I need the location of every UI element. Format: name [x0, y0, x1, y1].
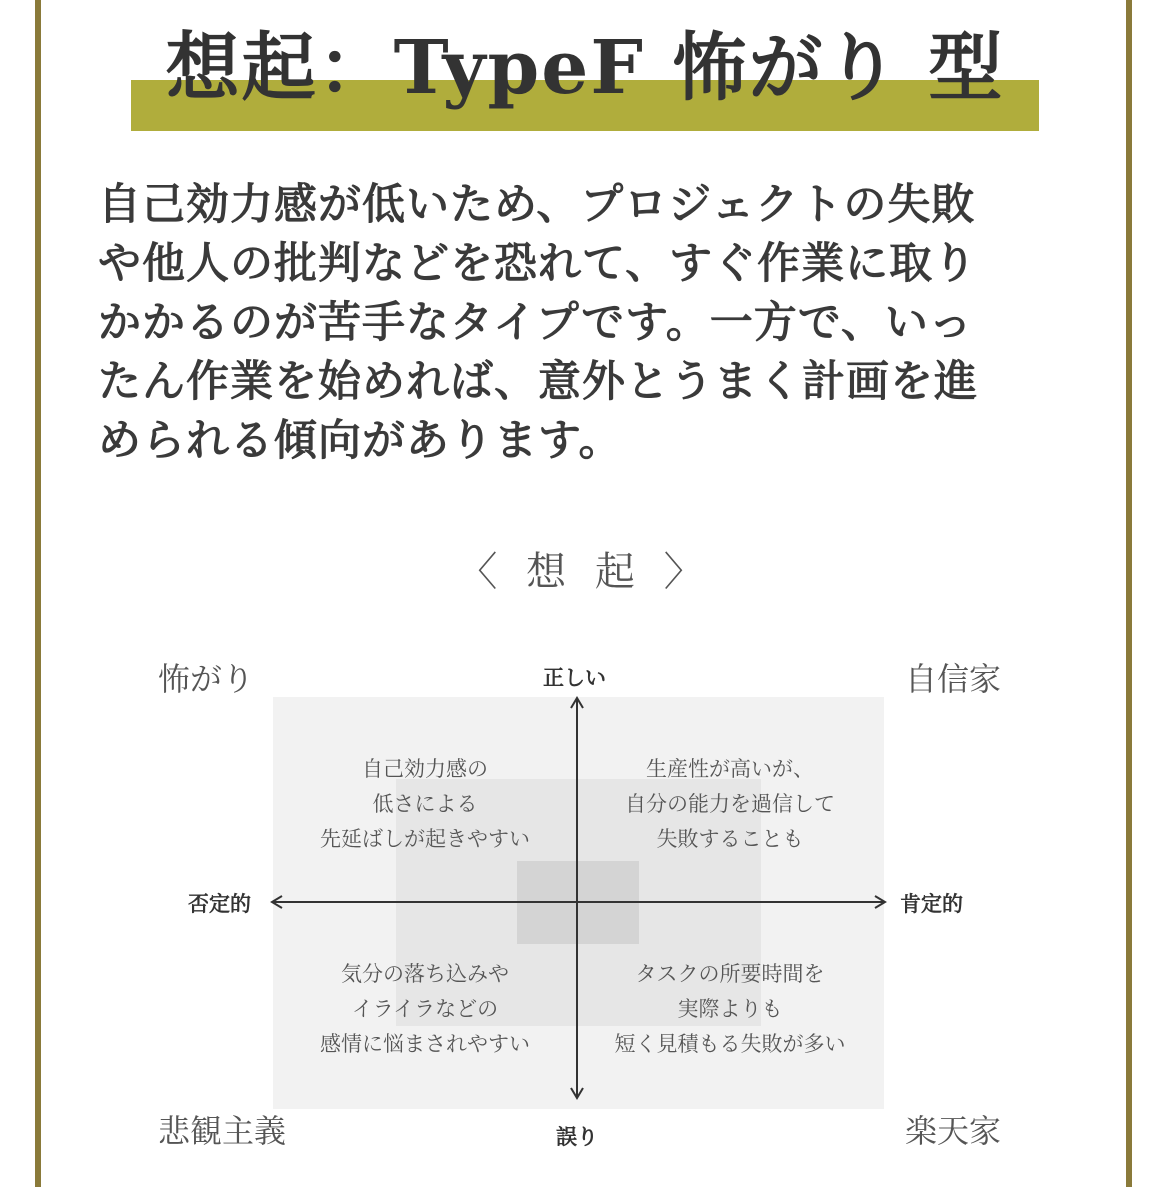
quadrant-text-bottom-right [595, 957, 865, 1062]
corner-label-top-right: 自信家 [905, 660, 1002, 698]
quadrant-line: 実際よりも [677, 997, 783, 1021]
quadrant-text-top-right [600, 752, 860, 857]
quadrant-text-top-left [300, 752, 550, 857]
quadrant-line: タスクの所要時間を [635, 962, 825, 986]
description-line: 自己効力感が低いため、プロジェクトの失敗 [98, 180, 976, 230]
quadrant-text-bottom-left [300, 957, 550, 1062]
quadrant-line: イライラなどの [351, 997, 499, 1021]
description-line: や他人の批判などを恐れて、すぐ作業に取り [98, 239, 978, 289]
quadrant-line: 感情に悩まされやすい [320, 1032, 530, 1056]
axis-label-left: 否定的 [188, 892, 251, 916]
quadrant-line: 気分の落ち込みや [341, 962, 509, 986]
corner-label-bottom-left: 悲観主義 [158, 1112, 287, 1150]
description-line: たん作業を始めれば、意外とうまく計画を進 [98, 357, 978, 407]
quadrant-line: 先延ばしが起きやすい [320, 827, 530, 851]
quadrant-line: 短く見積もる失敗が多い [614, 1032, 846, 1056]
description-line: められる傾向があります。 [98, 416, 623, 466]
corner-label-bottom-right: 楽天家 [905, 1112, 1002, 1150]
axis-label-top: 正しい [543, 666, 606, 690]
axis-label-bottom: 誤り [556, 1125, 598, 1149]
quadrant-line: 自己効力感の [362, 757, 488, 781]
corner-label-top-left: 怖がり [158, 660, 255, 698]
diagram-title: 〈 想 起 〉 [457, 549, 712, 595]
quadrant-line: 低さによる [372, 792, 478, 816]
quadrant-line: 失敗することも [656, 827, 804, 851]
quadrant-line: 自分の能力を過信して [625, 792, 835, 816]
quadrant-line: 生産性が高いが、 [646, 757, 814, 781]
page-title: 想起：TypeF 怖がり 型 [165, 25, 1005, 111]
description-line: かかるのが苦手なタイプです。一方で、いっ [98, 298, 973, 348]
axis-label-right: 肯定的 [900, 892, 963, 916]
